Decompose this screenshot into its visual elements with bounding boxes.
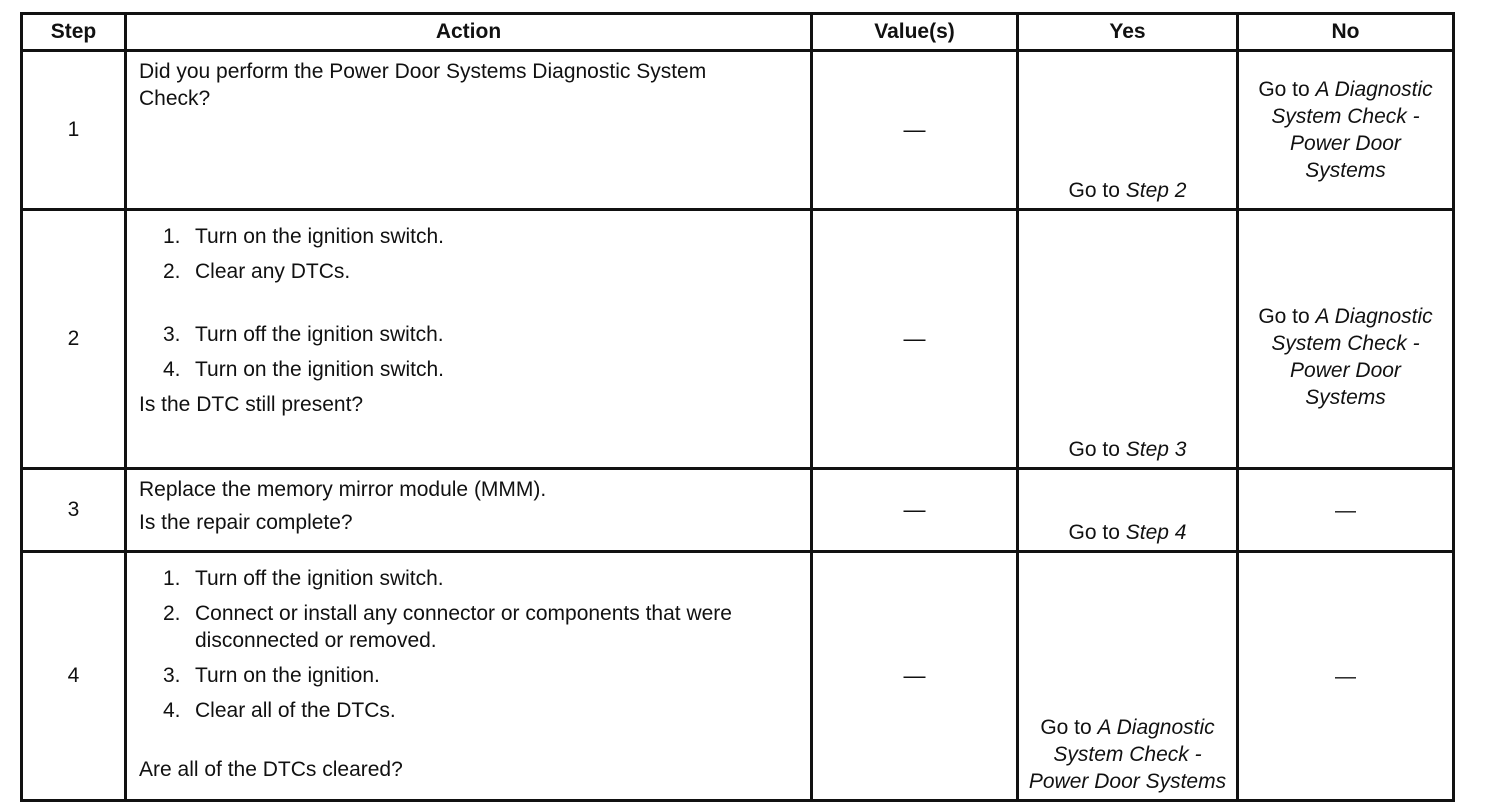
step-number: 2 [22,210,126,469]
yes-cell [1018,469,1238,552]
yes-cell [1018,210,1238,469]
action-cell [126,552,812,801]
list-item: 2. Clear any DTCs. [163,260,351,283]
value-cell: — [812,469,1018,552]
yes-link[interactable]: Step 4 [1125,521,1187,544]
no-cell [1238,210,1454,469]
question-text: Is the repair complete? [139,511,353,534]
header-step: Step [22,14,126,51]
table-row [22,51,1454,210]
table-row [22,210,1454,469]
yes-prefix: Go to [1068,179,1120,202]
no-prefix: Go to [1258,78,1310,101]
list-item: 3. Turn on the ignition. [163,664,380,687]
yes-link[interactable]: Step 3 [1125,438,1187,461]
header-action: Action [126,14,812,51]
yes-cell [1018,51,1238,210]
header-no: No [1238,14,1454,51]
list-item: 1. Turn on the ignition switch. [163,225,445,248]
yes-prefix: Go to [1068,521,1120,544]
step-number: 1 [22,51,126,210]
diagnostic-table [20,12,1455,802]
action-cell [126,469,812,552]
list-item: 4. Clear all of the DTCs. [163,699,396,722]
no-link[interactable]: A Diagnostic System Check - Power Door Systems [1271,305,1433,409]
step-number: 4 [22,552,126,801]
action-text: Replace the memory mirror module (MMM). [139,478,547,501]
header-row [22,14,1454,51]
list-item: 1. Turn off the ignition switch. [163,567,444,590]
value-cell: — [812,51,1018,210]
yes-prefix: Go to [1040,716,1092,739]
no-link[interactable]: A Diagnostic System Check - Power Door Systems [1271,78,1433,182]
no-cell [1238,51,1454,210]
table-row [22,552,1454,801]
table-row [22,469,1454,552]
list-item: 3. Turn off the ignition switch. [163,323,444,346]
header-values: Value(s) [812,14,1018,51]
list-item: 4. Turn on the ignition switch. [163,358,445,381]
value-cell: — [812,552,1018,801]
no-cell: — [1238,552,1454,801]
yes-cell [1018,552,1238,801]
question-text: Is the DTC still present? [139,393,364,416]
action-text: Did you perform the Power Door Systems Diagnostic System Check? [139,60,707,110]
action-cell [126,210,812,469]
yes-link[interactable]: A Diagnostic System Check - Power Door Systems [1028,716,1227,793]
header-yes: Yes [1018,14,1238,51]
list-item: 2. Connect or install any connector or components that were disconnected or removed. [163,602,732,652]
question-text: Are all of the DTCs cleared? [139,758,403,781]
action-cell [126,51,812,210]
value-cell: — [812,210,1018,469]
yes-prefix: Go to [1068,438,1120,461]
no-cell: — [1238,469,1454,552]
yes-link[interactable]: Step 2 [1125,179,1187,202]
step-number: 3 [22,469,126,552]
no-prefix: Go to [1258,305,1310,328]
